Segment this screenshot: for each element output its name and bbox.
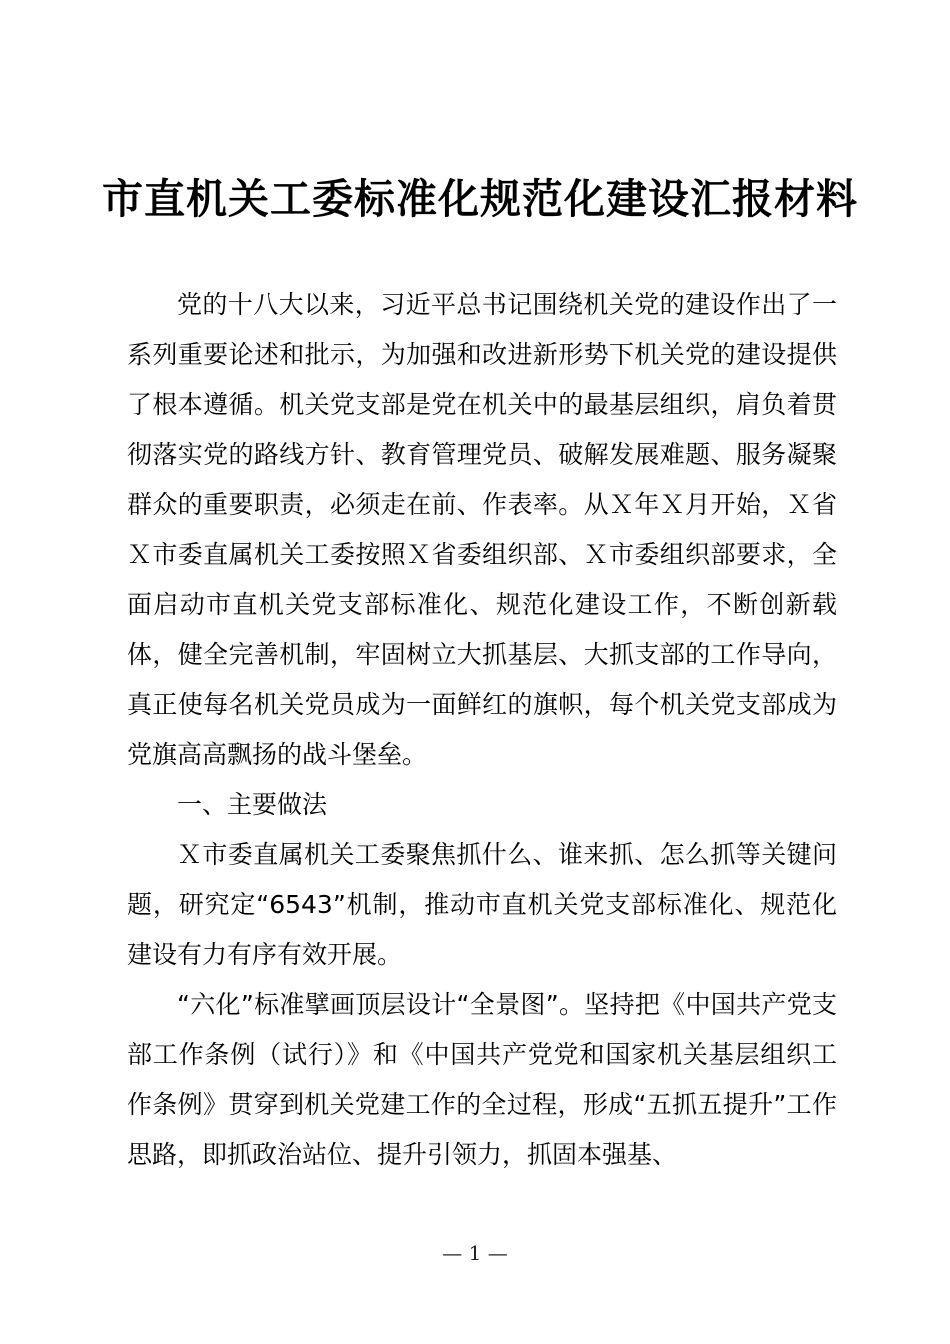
section-heading: 一、主要做法	[177, 790, 328, 819]
intro-paragraph: 党的十八大以来，习近平总书记围绕机关党的建设作出了一系列重要论述和批示，为加强和改进新形势下机关党的建设提供了根本遵循。机关党支部是党在机关中的最基层组织，肩负着贯彻落实党的路线方针、教育管理党员、破解发展难题、服务凝聚群众的重要职责，必须走在前、作表率。从Ｘ年Ｘ月开始，Ｘ省Ｘ市委直属机关工委按照Ｘ省委组织部、Ｘ市委组织部要求，全面启动市直机关党支部标准化、规范化建设工作，不断创新载体，健全完善机制，牢固树立大抓基层、大抓支部的工作导向，真正使每名机关党员成为一面鲜红的旗帜，每个机关党支部成为党旗高高飘扬的战斗堡垒。	[127, 290, 837, 769]
body-paragraph: “六化”标准擘画顶层设计“全景图”。坚持把《中国共产党支部工作条例（试行）》和《中国共产党党和国家机关基层组织工作条例》贯穿到机关党建工作的全过程，形成“五抓五提升”工作思路，即抓政治站位、提升引领力，抓固本强基、	[127, 990, 837, 1169]
document-body	[127, 280, 837, 1180]
page-number: — 1 —	[442, 1241, 508, 1265]
document-title: 市直机关工委标准化规范化建设汇报材料	[102, 175, 858, 223]
body-paragraph: Ｘ市委直属机关工委聚焦抓什么、谁来抓、怎么抓等关键问题，研究定“6543”机制，推动市直机关党支部标准化、规范化建设有力有序有效开展。	[127, 840, 837, 969]
